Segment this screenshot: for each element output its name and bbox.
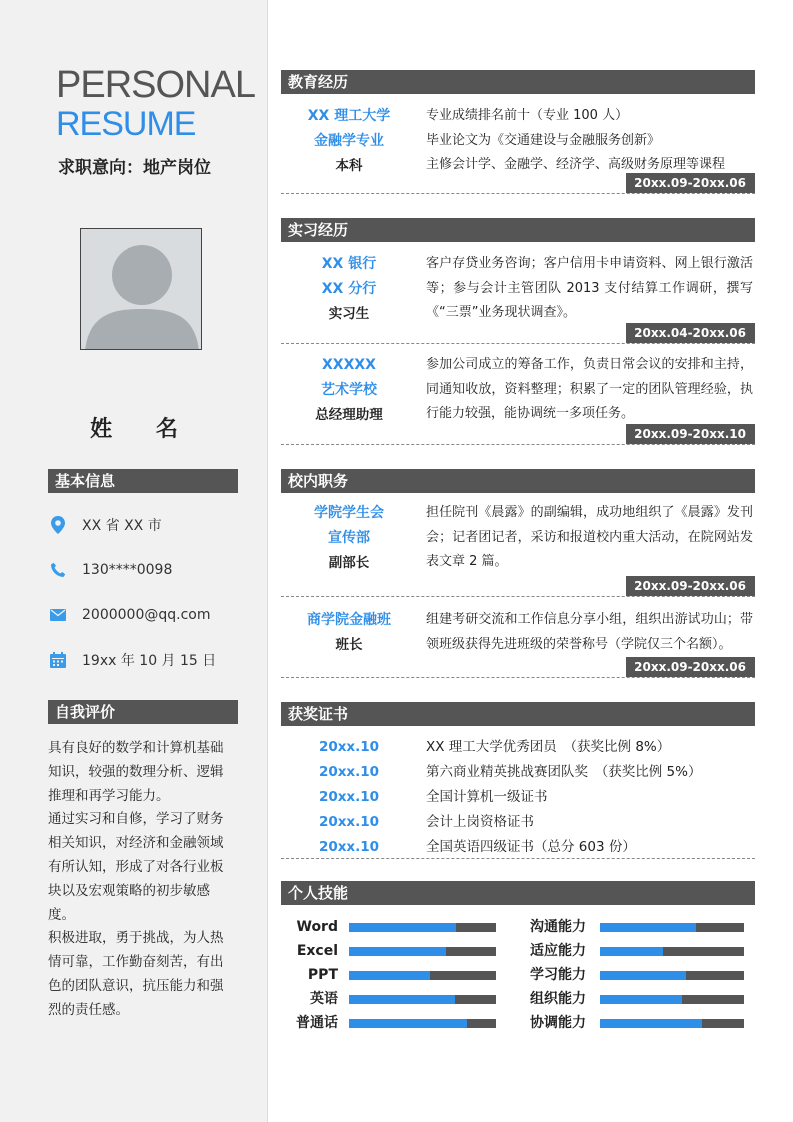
award-year: 20xx.10 <box>318 764 380 780</box>
skill-bar-fill <box>349 1019 467 1028</box>
skill-bar-fill <box>600 947 663 956</box>
entry-role: 实习生 <box>328 306 370 322</box>
entry-desc: 组建考研交流和工作信息分享小组，组织出游试功山；带领班级获得先进班级的荣誉称号（学院仅三个名额）。 <box>426 612 753 652</box>
awards-heading: 获奖证书 <box>281 702 755 726</box>
entry-desc: 专业成绩排名前十（专业 100 人） 毕业论文为《交通建设与金融服务创新》 主修会计学、金融学、经济学、高级财务原理等课程 <box>426 108 726 172</box>
skill-bar-fill <box>349 995 455 1004</box>
skill-name: 沟通能力 <box>530 919 586 935</box>
award-year: 20xx.10 <box>318 789 380 805</box>
award-name: 第六商业精英挑战赛团队奖 （获奖比例 5%） <box>426 764 702 780</box>
calendar-icon <box>48 650 68 670</box>
entry-role: 副部长 <box>328 555 370 571</box>
email-text: 2000000@qq.com <box>82 607 211 623</box>
skill-bar-fill <box>600 971 686 980</box>
skill-name: 普通话 <box>296 1015 338 1031</box>
entry-org <box>281 608 417 657</box>
entry-role: 总经理助理 <box>315 407 383 423</box>
entry-date: 20xx.09-20xx.06 <box>626 576 755 596</box>
education-entry <box>281 104 755 194</box>
skill-row <box>282 939 497 963</box>
skill-bar <box>600 995 744 1004</box>
internship-heading: 实习经历 <box>281 218 755 242</box>
entry-date: 20xx.09-20xx.10 <box>626 424 755 444</box>
entry-date: 20xx.09-20xx.06 <box>626 657 755 677</box>
info-location <box>48 513 248 537</box>
skill-bar <box>349 923 496 932</box>
job-objective: 求职意向：地产岗位 <box>58 158 211 178</box>
entry-org <box>281 104 417 178</box>
birthday-text: 19xx 年 10 月 15 日 <box>82 653 217 669</box>
entry-org-line1: 学院学生会 <box>314 505 384 521</box>
skill-name: PPT <box>307 967 338 983</box>
skill-bar-fill <box>600 1019 702 1028</box>
entry-org <box>281 501 417 575</box>
campus-heading: 校内职务 <box>281 469 755 493</box>
skill-row <box>520 915 745 939</box>
entry-org-line2: 艺术学校 <box>321 382 377 398</box>
skill-bar <box>600 971 744 980</box>
skills-heading: 个人技能 <box>281 881 755 905</box>
skill-row <box>520 987 745 1011</box>
skill-name: Word <box>296 919 338 935</box>
skill-bar <box>349 1019 496 1028</box>
skill-name: 英语 <box>310 991 338 1007</box>
skill-row <box>282 987 497 1011</box>
entry-org-line1: XX 理工大学 <box>307 108 391 124</box>
entry-org-line2: 宣传部 <box>328 530 370 546</box>
location-pin-icon <box>48 515 68 535</box>
avatar-placeholder-icon <box>81 229 202 350</box>
self-eval-body <box>48 737 234 1023</box>
skill-row <box>282 915 497 939</box>
entry-date: 20xx.04-20xx.06 <box>626 323 755 343</box>
entry-org-line1: XX 银行 <box>321 256 377 272</box>
skill-bar-fill <box>600 923 696 932</box>
info-email <box>48 603 248 627</box>
skill-bar <box>349 995 496 1004</box>
award-year: 20xx.10 <box>318 739 380 755</box>
entry-role: 本科 <box>335 158 363 174</box>
candidate-name: 姓 名 <box>90 417 196 442</box>
self-eval-paragraph: 具有良好的数学和计算机基础知识，较强的数理分析、逻辑推理和再学习能力。 <box>48 740 224 804</box>
skill-name: 组织能力 <box>530 991 586 1007</box>
skill-row <box>282 1011 497 1035</box>
award-name: 全国计算机一级证书 <box>426 789 548 805</box>
phone-icon <box>48 560 68 580</box>
title-personal: PERSONAL <box>56 64 255 106</box>
title-resume: RESUME <box>56 105 196 143</box>
basic-info-heading: 基本信息 <box>48 469 238 493</box>
entry-desc: 参加公司成立的筹备工作，负责日常会议的安排和主持，同通知收放，资料整理；积累了一定的团队管理经验，执行能力较强，能协调统一多项任务。 <box>426 357 753 421</box>
skill-bar <box>349 947 496 956</box>
entry-org <box>281 353 417 427</box>
info-phone <box>48 558 248 582</box>
award-item <box>281 810 755 835</box>
entry-org <box>281 252 417 326</box>
entry-org-line1: XXXXX <box>322 357 376 373</box>
campus-entry <box>281 501 755 597</box>
self-eval-heading: 自我评价 <box>48 700 238 724</box>
award-item <box>281 785 755 810</box>
entry-date: 20xx.09-20xx.06 <box>626 173 755 193</box>
internship-entry <box>281 353 755 445</box>
internship-entry <box>281 252 755 344</box>
skill-row <box>520 963 745 987</box>
education-heading: 教育经历 <box>281 70 755 94</box>
skill-bar-fill <box>349 971 430 980</box>
skill-bar <box>600 923 744 932</box>
location-text: XX 省 XX 市 <box>82 518 162 534</box>
skill-row <box>520 939 745 963</box>
entry-desc: 客户存贷业务咨询；客户信用卡申请资料、网上银行激活等；参与会计主管团队 2013 支付结算工作调研，撰写《“三票”业务现状调查》。 <box>426 256 753 320</box>
skill-name: Excel <box>296 943 338 959</box>
award-year: 20xx.10 <box>318 814 380 830</box>
skill-name: 适应能力 <box>530 943 586 959</box>
award-item <box>281 735 755 760</box>
skill-name: 学习能力 <box>530 967 586 983</box>
award-name: XX 理工大学优秀团员 （获奖比例 8%） <box>426 739 671 755</box>
skill-bar <box>600 947 744 956</box>
self-eval-paragraph: 积极进取，勇于挑战，为人热情可靠，工作勤奋刻苦，有出色的团队意识，抗压能力和强烈的责任感。 <box>48 930 224 1018</box>
skill-row <box>520 1011 745 1035</box>
entry-role: 班长 <box>335 637 363 653</box>
campus-entry <box>281 608 755 678</box>
award-name: 全国英语四级证书（总分 603 份） <box>426 839 636 855</box>
award-item <box>281 835 755 860</box>
skill-name: 协调能力 <box>530 1015 586 1031</box>
skill-bar <box>600 1019 744 1028</box>
info-birthday <box>48 648 248 672</box>
award-year: 20xx.10 <box>318 839 380 855</box>
profile-photo <box>80 228 202 350</box>
entry-org-line1: 商学院金融班 <box>307 612 391 628</box>
skill-bar-fill <box>349 923 456 932</box>
sidebar <box>0 0 268 1122</box>
award-name: 会计上岗资格证书 <box>426 814 534 830</box>
entry-org-line2: XX 分行 <box>321 281 377 297</box>
entry-org-line2: 金融学专业 <box>314 133 384 149</box>
skill-bar-fill <box>600 995 682 1004</box>
mail-icon <box>48 605 68 625</box>
entry-desc: 担任院刊《晨露》的副编辑，成功地组织了《晨露》发刊会；记者团记者，采访和报道校内重大活动，在院网站发表文章 2 篇。 <box>426 505 753 569</box>
self-eval-paragraph: 通过实习和自修，学习了财务相关知识，对经济和金融领域有所认知，形成了对各行业板块以及宏观策略的初步敏感度。 <box>48 811 224 923</box>
skill-bar <box>349 971 496 980</box>
skill-row <box>282 963 497 987</box>
awards-divider <box>281 858 755 859</box>
phone-text: 130****0098 <box>82 562 173 578</box>
award-item <box>281 760 755 785</box>
skill-bar-fill <box>349 947 446 956</box>
